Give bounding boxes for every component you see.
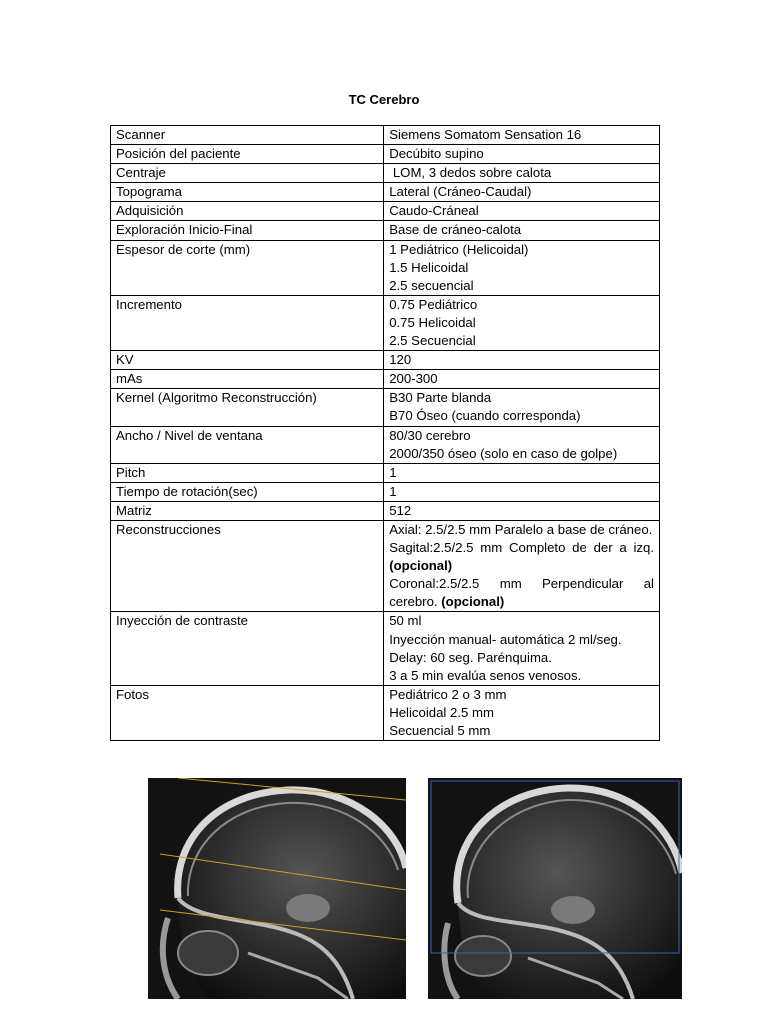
row-value	[384, 612, 660, 685]
row-value-line: 120	[389, 352, 412, 368]
row-value-line: 80/30 cerebro	[389, 427, 471, 443]
row-label: Fotos	[111, 685, 384, 740]
table-row	[111, 520, 660, 611]
table-row	[111, 482, 660, 501]
row-value-line: 1 Pediátrico (Helicoidal)	[389, 241, 529, 257]
row-value-line: 200-300	[389, 371, 438, 387]
table-row	[111, 145, 660, 164]
row-label: Posición del paciente	[111, 145, 384, 164]
row-label: Inyección de contraste	[111, 612, 384, 685]
row-value-line: Decúbito supino	[389, 146, 484, 162]
sagital-text: Sagital:2.5/2.5 mm Completo de der a izq.	[389, 540, 654, 556]
row-value-line: 512	[389, 502, 412, 518]
row-value	[384, 389, 660, 426]
coronal-text: Coronal:2.5/2.5 mm Perpendicular al cerebro.	[389, 576, 654, 610]
row-value-line: Siemens Somatom Sensation 16	[389, 127, 582, 142]
row-label: Scanner	[111, 126, 384, 145]
skull-xray-scan-lines-image	[148, 778, 406, 999]
row-label: Ancho / Nivel de ventana	[111, 426, 384, 463]
row-value	[384, 221, 660, 240]
table-row	[111, 685, 660, 740]
row-value-line: 1	[389, 483, 397, 499]
table-row	[111, 389, 660, 426]
row-value	[384, 240, 660, 295]
row-value-line: 2.5 Secuencial	[389, 333, 476, 349]
protocol-table	[110, 125, 660, 741]
table-row	[111, 240, 660, 295]
row-value	[384, 351, 660, 370]
table-row	[111, 426, 660, 463]
fotos-line: Pediátrico 2 o 3 mm	[389, 686, 507, 702]
row-value	[384, 426, 660, 463]
document-title: TC Cerebro	[348, 92, 420, 107]
table-row	[111, 612, 660, 685]
table-row	[111, 221, 660, 240]
sagital-optional: (opcional)	[389, 558, 453, 574]
row-label: Espesor de corte (mm)	[111, 240, 384, 295]
table-row	[111, 164, 660, 183]
contrast-line: Delay: 60 seg. Parénquima.	[389, 649, 552, 665]
row-value-line: 1	[389, 464, 397, 480]
table-row	[111, 295, 660, 350]
row-label: Tiempo de rotación(sec)	[111, 482, 384, 501]
row-value	[384, 126, 660, 145]
row-value	[384, 501, 660, 520]
fotos-line: Secuencial 5 mm	[389, 723, 491, 738]
table-row	[111, 202, 660, 221]
table-row	[111, 183, 660, 202]
row-value-line: Lateral (Cráneo-Caudal)	[389, 184, 532, 200]
row-value	[384, 202, 660, 221]
row-label: mAs	[111, 370, 384, 389]
row-value	[384, 183, 660, 202]
row-value-line: 1.5 Helicoidal	[389, 259, 469, 275]
row-value	[384, 370, 660, 389]
row-value-line: 0.75 Helicoidal	[389, 314, 476, 330]
row-label: Exploración Inicio-Final	[111, 221, 384, 240]
row-label: Topograma	[111, 183, 384, 202]
row-value	[384, 145, 660, 164]
row-label: Centraje	[111, 164, 384, 183]
row-label: Reconstrucciones	[111, 520, 384, 611]
coronal-optional: (opcional)	[441, 594, 505, 610]
row-label: Kernel (Algoritmo Reconstrucción)	[111, 389, 384, 426]
axial-text: Axial: 2.5/2.5 mm Paralelo a base de cráneo.	[389, 521, 653, 537]
row-value-line: 2000/350 óseo (solo en caso de golpe)	[389, 445, 618, 461]
table-row	[111, 463, 660, 482]
row-value-line: LOM, 3 dedos sobre calota	[389, 165, 552, 181]
row-value	[384, 482, 660, 501]
row-value-line: B30 Parte blanda	[389, 390, 492, 406]
contrast-line: 3 a 5 min evalúa senos venosos.	[389, 667, 582, 683]
contrast-line: Inyección manual- automática 2 ml/seg.	[389, 631, 622, 647]
row-label: Pitch	[111, 463, 384, 482]
row-value-line: B70 Óseo (cuando corresponda)	[389, 408, 581, 424]
row-label: KV	[111, 351, 384, 370]
contrast-line: 50 ml	[389, 613, 422, 629]
row-value	[384, 164, 660, 183]
table-row	[111, 126, 660, 145]
row-label: Matriz	[111, 501, 384, 520]
row-value	[384, 295, 660, 350]
row-value-line: Caudo-Cráneal	[389, 203, 479, 219]
table-row	[111, 501, 660, 520]
table-row	[111, 351, 660, 370]
row-label: Adquisición	[111, 202, 384, 221]
row-value-line: 2.5 secuencial	[389, 277, 474, 293]
skull-xray-frame-image	[428, 778, 682, 999]
row-value	[384, 685, 660, 740]
row-label: Incremento	[111, 295, 384, 350]
row-value-line: 0.75 Pediátrico	[389, 296, 478, 312]
fotos-line: Helicoidal 2.5 mm	[389, 704, 494, 720]
row-value	[384, 520, 660, 611]
row-value-line: Base de cráneo-calota	[389, 222, 522, 238]
row-value	[384, 463, 660, 482]
table-row	[111, 370, 660, 389]
